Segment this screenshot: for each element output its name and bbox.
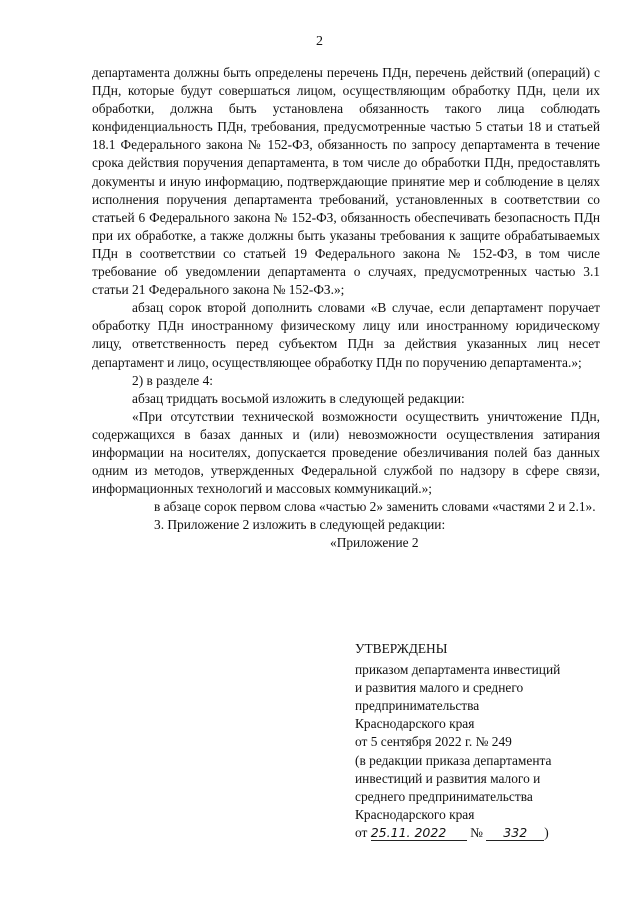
paragraph-abzac-38: абзац тридцать восьмой изложить в следующей редакции: — [132, 390, 465, 406]
approval-line: и развития малого и среднего — [355, 680, 524, 696]
paragraph-abzac-42: абзац сорок второй дополнить словами «В случае, если департамент поручает обработку ПДн иностранному физическому лицу или иностранному юридическому лицу, ответственность перед субъектом ПДн за действия указанных лиц несет департамент и лицо, осуществляющее обработку ПДн по поручению департамента.»; — [92, 300, 600, 370]
approval-block — [355, 640, 605, 842]
page-number: 2 — [316, 34, 323, 49]
approval-line: инвестиций и развития малого и — [355, 770, 541, 786]
paragraph-section-4: 2) в разделе 4: — [132, 372, 214, 388]
number-prefix: № — [470, 824, 483, 840]
closing-paren: ) — [544, 824, 549, 840]
approval-line: (в редакции приказа департамента — [355, 752, 552, 768]
approval-line: среднего предпринимательства — [355, 788, 533, 804]
document-body — [92, 64, 600, 553]
approval-line: от 5 сентября 2022 г. № 249 — [355, 734, 512, 750]
date-prefix: от — [355, 824, 368, 840]
approval-line: предпринимательства — [355, 698, 480, 714]
handwritten-number: 332 — [486, 826, 544, 841]
paragraph-annex-2: 3. Приложение 2 изложить в следующей редакции: — [154, 517, 446, 533]
annex-label: «Приложение 2 — [330, 535, 419, 551]
paragraph-quote: «При отсутствии технической возможности осуществить уничтожение ПДн, содержащихся в базах данных и (или) невозможности осуществления затирания информации на носителях, допускается проведение обезличивания полей баз данных одним из методов, утвержденных Федеральной службой по надзору в сфере связи, информационных технологий и массовых коммуникаций.»; — [92, 408, 600, 497]
paragraph-continuation: департамента должны быть определены перечень ПДн, перечень действий (операций) с ПДн, которые будут совершаться лицом, осуществляющим обработку ПДн, цели их обработки, должна быть установлена обязанность такого лица соблюдать конфиденциальность ПДн, требования, предусмотренные частью 5 статьи 18 и статьей 18.1 Федерального закона № 152-ФЗ, обязанность по запросу департамента в течение срока действия поручения департамента, в том числе до обработки ПДн, предоставлять документы и иную информацию, подтверждающие принятие мер и соблюдение в целях исполнения поручения департамента требований, установленных в соответствии со статьей 6 Федерального закона № 152-ФЗ, обязанность обеспечивать безопасность ПДн при их обработке, а также должны быть указаны требования к защите обрабатываемых ПДн в соответствии со статьей 19 Федерального закона № 152-ФЗ, в том числе требование об уведомлении департамента о случаях, предусмотренных частью 3.1 статьи 21 Федерального закона № 152-ФЗ.»; — [92, 65, 600, 298]
approval-title: УТВЕРЖДЕНЫ — [355, 641, 448, 656]
approval-line: приказом департамента инвестиций — [355, 662, 561, 678]
approval-line: Краснодарского края — [355, 806, 475, 822]
approval-date-line — [355, 824, 605, 842]
handwritten-date: 25.11. 2022 — [371, 826, 467, 841]
paragraph-abzac-41: в абзаце сорок первом слова «частью 2» заменить словами «частями 2 и 2.1». — [154, 499, 596, 515]
approval-line: Краснодарского края — [355, 716, 475, 732]
